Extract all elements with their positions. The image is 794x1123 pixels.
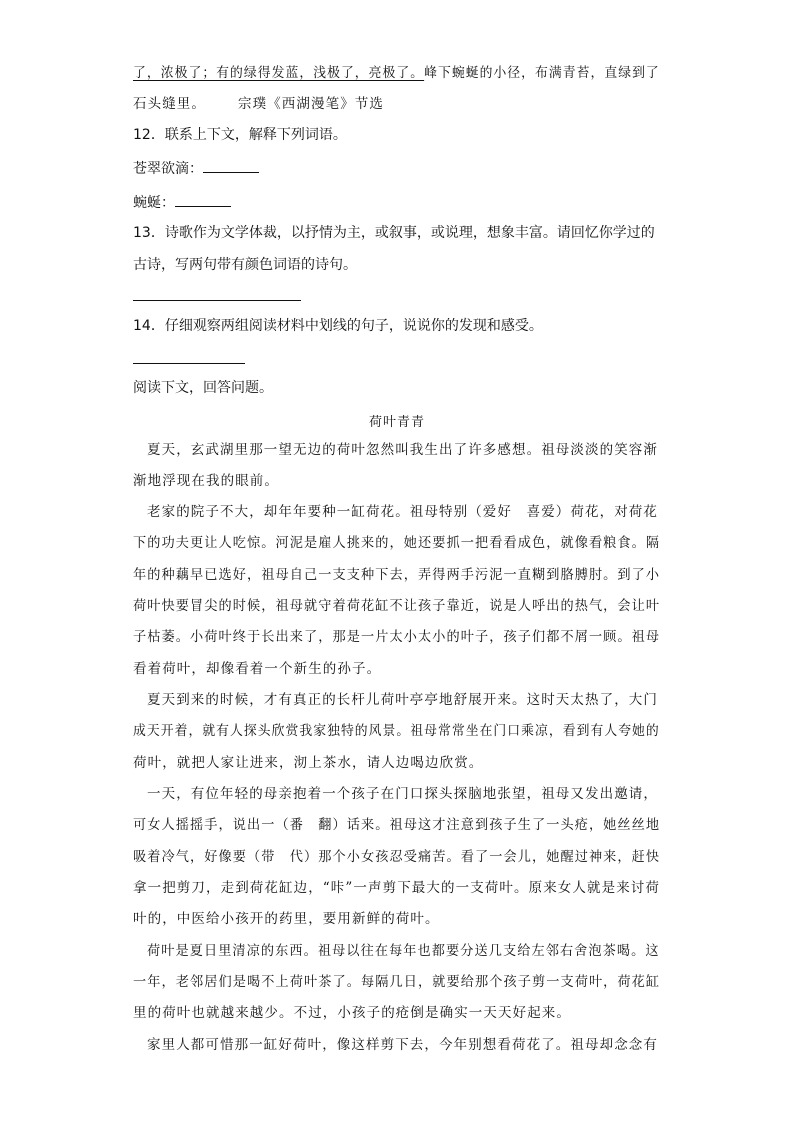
article-line: 吸着冷气，好像要（带 代）那个小女孩忍受痛苦。看了一会儿，她醒过神来，赶快 xyxy=(133,849,661,865)
article-line: 夏天到来的时候，才有真正的长杆儿荷叶亭亭地舒展开来。这时天太热了，大门 xyxy=(147,692,658,708)
article-line: 可女人摇摇手，说出一（番 翻）话来。祖母这才注意到孩子生了一头疮，她丝丝地 xyxy=(133,817,661,833)
term-1-label: 苍翠欲滴： xyxy=(133,161,203,177)
excerpt-line-2 xyxy=(133,95,384,113)
article-line: 一年，老邻居们是喝不上荷叶茶了。每隔几日，就要给那个孩子剪一支荷叶，荷花缸 xyxy=(133,974,661,990)
answer-blank-term-2[interactable] xyxy=(175,192,231,207)
excerpt-line-1 xyxy=(133,64,660,82)
reading-instruction: 阅读下文，回答问题。 xyxy=(133,380,273,396)
answer-line-question-13[interactable] xyxy=(133,300,301,301)
article-line: 荷叶快要冒尖的时候，祖母就守着荷花缸不让孩子靠近，说是人呼出的热气，会让叶 xyxy=(133,598,661,614)
article-line: 拿一把剪刀，走到荷花缸边，“咔”一声剪下最大的一支荷叶。原来女人就是来讨荷 xyxy=(133,880,661,896)
answer-line-question-14[interactable] xyxy=(133,363,245,364)
article-line: 荷叶，就把人家让进来，沏上茶水，请人边喝边欣赏。 xyxy=(133,755,484,771)
article-line: 里的荷叶也就越来越少。不过，小孩子的疮倒是确实一天天好起来。 xyxy=(133,1005,571,1021)
article-line: 老家的院子不大，却年年要种一缸荷花。祖母特别（爱好 喜爱）荷花，对荷花 xyxy=(147,504,658,520)
article-title: 荷叶青青 xyxy=(368,415,425,430)
question-14: 14．仔细观察两组阅读材料中划线的句子，说说你的发现和感受。 xyxy=(133,318,543,334)
article-line: 子枯萎。小荷叶终于长出来了，那是一片太小太小的叶子，孩子们都不屑一顾。祖母 xyxy=(133,629,661,645)
excerpt-line-2-text: 石头缝里。 xyxy=(133,96,206,112)
article-line: 夏天，玄武湖里那一望无边的荷叶忽然叫我生出了许多感想。祖母淡淡的笑容渐 xyxy=(147,442,658,458)
article-line: 下的功夫更让人吃惊。河泥是雇人挑来的，她还要抓一把看看成色，就像看粮食。隔 xyxy=(133,535,661,551)
excerpt-source: 宗璞《西湖漫笔》节选 xyxy=(238,96,384,112)
article-line: 年的种藕早已选好，祖母自己一支支种下去，弄得两手污泥一直糊到胳膊肘。到了小 xyxy=(133,567,661,583)
answer-blank-term-1[interactable] xyxy=(203,158,259,173)
question-13-line-1: 13．诗歌作为文学体裁，以抒情为主，或叙事，或说理，想象丰富。请回忆你学过的 xyxy=(133,225,655,241)
article-line: 看着荷叶，却像看着一个新生的孙子。 xyxy=(133,661,382,677)
term-2-label: 蜿蜒： xyxy=(133,195,175,211)
question-12-term-2 xyxy=(133,192,231,212)
article-line: 叶的，中医给小孩开的药里，要用新鲜的荷叶。 xyxy=(133,911,440,927)
article-line: 成天开着，就有人探头欣赏我家独特的风景。祖母常常坐在门口乘凉，看到有人夸她的 xyxy=(133,723,660,739)
excerpt-underlined-sentence: 了，浓极了；有的绿得发蓝，浅极了，亮极了。 xyxy=(133,65,425,81)
article-line: 荷叶是夏日里清凉的东西。祖母以往在每年也都要分送几支给左邻右舍泡茶喝。这 xyxy=(147,943,660,959)
article-line: 一天，有位年轻的母亲抱着一个孩子在门口探头探脑地张望，祖母又发出邀请， xyxy=(147,786,658,802)
article-line: 家里人都可惜那一缸好荷叶，像这样剪下去，今年别想看荷花了。祖母却念念有 xyxy=(147,1037,658,1053)
question-12: 12．联系上下文，解释下列词语。 xyxy=(133,127,347,143)
question-13-line-2: 古诗，写两句带有颜色词语的诗句。 xyxy=(133,257,357,273)
excerpt-line-1-rest: 峰下蜿蜒的小径，布满青苔，直绿到了 xyxy=(424,65,660,81)
question-12-term-1 xyxy=(133,158,259,178)
article-line: 渐地浮现在我的眼前。 xyxy=(133,473,279,489)
